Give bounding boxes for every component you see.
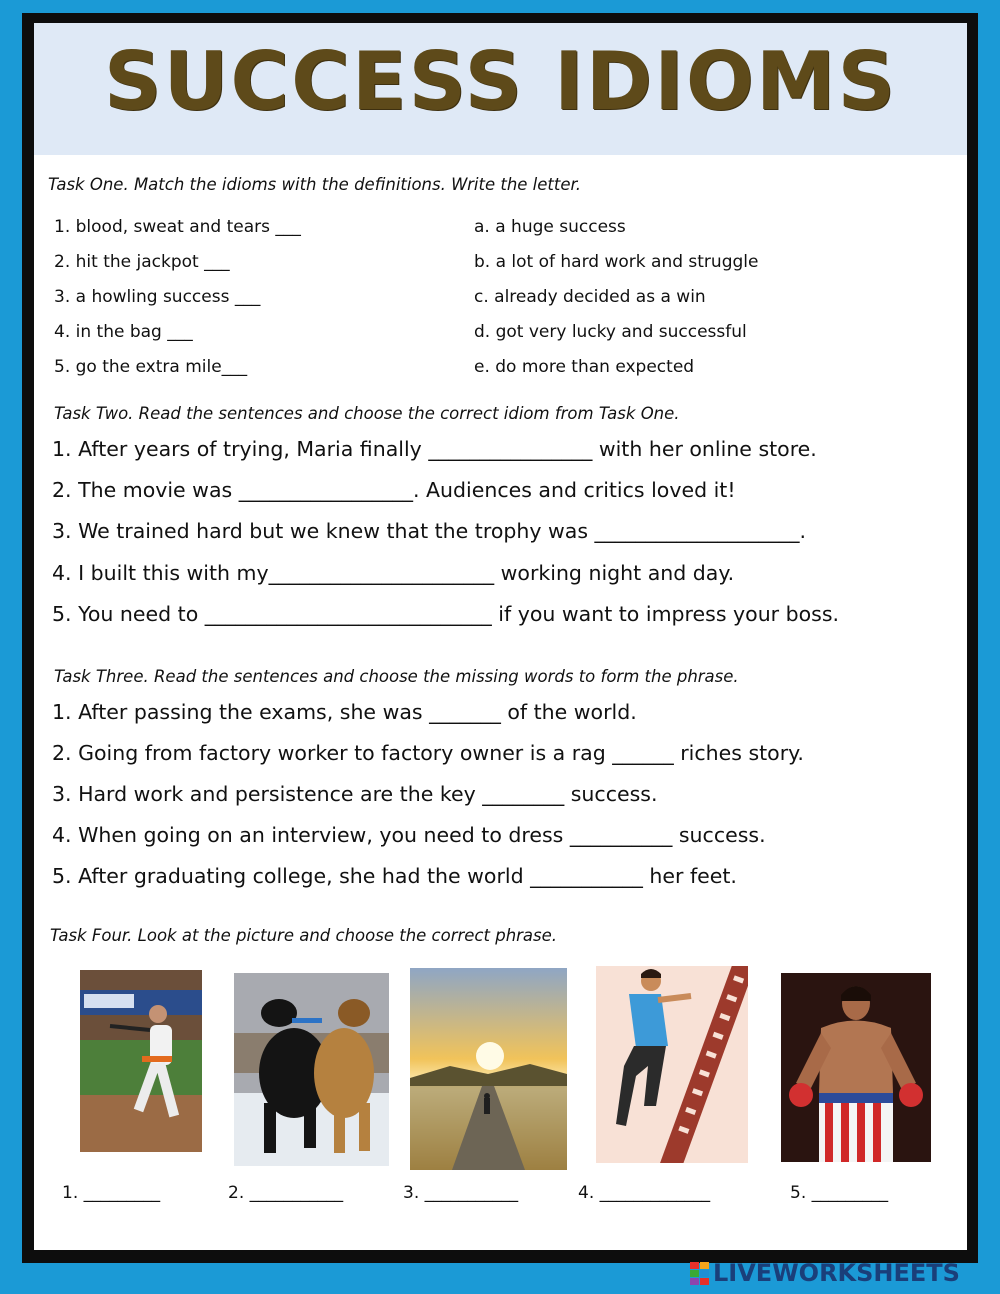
task1-definition-a: a. a huge success <box>474 217 626 237</box>
task4-answer-5[interactable]: 5. _________ <box>790 1183 889 1203</box>
task2-sentence-3: 3. We trained hard but we knew that the trophy was ____________________. <box>52 519 807 543</box>
task1-idiom-4: 4. in the bag ___ <box>54 322 193 342</box>
task4-answer-4[interactable]: 4. _____________ <box>578 1183 711 1203</box>
task2-instruction: Task Two. Read the sentences and choose the correct idiom from Task One. <box>54 404 680 423</box>
baseball-player-photo <box>80 970 202 1152</box>
man-climbing-ladder-illustration <box>596 966 748 1163</box>
task3-sentence-3: 3. Hard work and persistence are the key ________ success. <box>52 782 658 806</box>
task1-definition-e: e. do more than expected <box>474 357 695 377</box>
task1-definition-b: b. a lot of hard work and struggle <box>474 252 759 272</box>
task3-sentence-5: 5. After graduating college, she had the world ___________ her feet. <box>52 864 737 888</box>
task1-definition-d: d. got very lucky and successful <box>474 322 747 342</box>
fighting-dogs-photo <box>234 973 389 1166</box>
task4-answer-2[interactable]: 2. ___________ <box>228 1183 344 1203</box>
worksheet-page <box>34 23 967 1250</box>
task4-answer-3[interactable]: 3. ___________ <box>403 1183 519 1203</box>
task1-instruction: Task One. Match the idioms with the definitions. Write the letter. <box>48 175 582 194</box>
task1-idiom-2: 2. hit the jackpot ___ <box>54 252 230 272</box>
task3-sentence-1: 1. After passing the exams, she was _______ of the world. <box>52 700 637 724</box>
task1-definition-c: c. already decided as a win <box>474 287 706 307</box>
worksheet-title: SUCCESS IDIOMS <box>103 35 898 128</box>
task2-sentence-1: 1. After years of trying, Maria finally ________________ with her online store. <box>52 437 817 461</box>
logo-text: LIVEWORKSHEETS <box>713 1259 960 1287</box>
logo-squares-icon <box>690 1262 709 1285</box>
task2-sentence-2: 2. The movie was _________________. Audiences and critics loved it! <box>52 478 736 502</box>
task4-instruction: Task Four. Look at the picture and choose the correct phrase. <box>50 926 558 945</box>
task1-idiom-5: 5. go the extra mile___ <box>54 357 248 377</box>
task4-answer-1[interactable]: 1. _________ <box>62 1183 161 1203</box>
task1-idiom-3: 3. a howling success ___ <box>54 287 261 307</box>
task3-sentence-2: 2. Going from factory worker to factory owner is a rag ______ riches story. <box>52 741 804 765</box>
task3-instruction: Task Three. Read the sentences and choose the missing words to form the phrase. <box>54 667 739 686</box>
liveworksheets-logo[interactable] <box>690 1258 960 1288</box>
task3-sentence-4: 4. When going on an interview, you need to dress __________ success. <box>52 823 766 847</box>
task2-sentence-5: 5. You need to ____________________________ if you want to impress your boss. <box>52 602 840 626</box>
title-band <box>34 23 967 155</box>
sunrise-road-photo <box>410 968 567 1170</box>
task1-idiom-1: 1. blood, sweat and tears ___ <box>54 217 301 237</box>
task2-sentence-4: 4. I built this with my______________________ working night and day. <box>52 561 735 585</box>
boxer-photo <box>781 973 931 1162</box>
